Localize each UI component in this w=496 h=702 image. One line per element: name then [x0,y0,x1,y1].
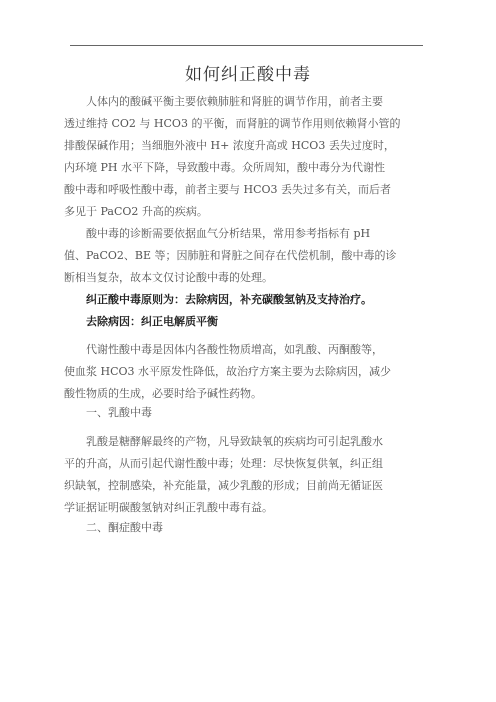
paragraph-metabolic-acidosis [64,339,424,405]
text-line: 酸性物质的生成，必要时给予碱性药物。 [64,387,262,400]
text-line: 学证据证明碳酸氢钠对纠正乳酸中毒有益。 [64,501,273,514]
treatment-principle [64,289,424,311]
text-line: 透过维持 CO2 与 HCO3 的平衡，而肾脏的调节作用则依赖肾小管的 [64,117,401,130]
paragraph-diagnosis [64,223,424,289]
text-line: 酸中毒和呼吸性酸中毒，前者主要与 HCO3 丢失过多有关，而后者 [64,183,392,196]
document-title: 如何纠正酸中毒 [185,65,311,85]
text-line: 断相当复杂，故本文仅讨论酸中毒的处理。 [64,271,273,284]
text-line: 多见于 PaCO2 升高的疾病。 [64,205,208,218]
text-line: 二、酮症酸中毒 [86,521,163,534]
text-line: 一、乳酸中毒 [86,406,152,419]
text-line: 值、PaCO2、BE 等；因肺脏和肾脏之间存在代偿机制，酸中毒的诊 [64,249,397,262]
text-line: 纠正酸中毒原则为：去除病因，补充碳酸氢钠及支持治疗。 [86,293,372,306]
text-line: 去除病因：纠正电解质平衡 [86,315,218,328]
section-heading-lactic-acidosis [64,402,424,424]
text-line: 人体内的酸碱平衡主要依赖肺脏和肾脏的调节作用，前者主要 [86,95,383,108]
text-line: 代谢性酸中毒是因体内各酸性物质增高，如乳酸、丙酮酸等， [86,343,383,356]
paragraph-lactic-acidosis [64,431,424,519]
text-line: 织缺氧，控制感染，补充能量，减少乳酸的形成；目前尚无循证医 [64,479,383,492]
text-line: 乳酸是糖酵解最终的产物，凡导致缺氧的疾病均可引起乳酸水 [86,435,383,448]
section-heading-ketoacidosis [64,517,424,539]
paragraph-acid-base-balance [64,91,424,223]
text-line: 使血浆 HCO3 水平原发性降低，故治疗方案主要为去除病因，减少 [64,365,392,378]
text-line: 酸中毒的诊断需要依据血气分析结果，常用参考指标有 pH [86,227,371,240]
text-line: 内环境 PH 水平下降，导致酸中毒。众所周知，酸中毒分为代谢性 [64,161,385,174]
text-line: 平的升高，从而引起代谢性酸中毒；处理：尽快恢复供氧，纠正组 [64,457,383,470]
section-heading-remove-cause [64,311,424,333]
text-line: 排酸保碱作用；当细胞外液中 H+ 浓度升高或 HCO3 丢失过度时， [64,139,395,152]
header-rule [70,45,423,46]
